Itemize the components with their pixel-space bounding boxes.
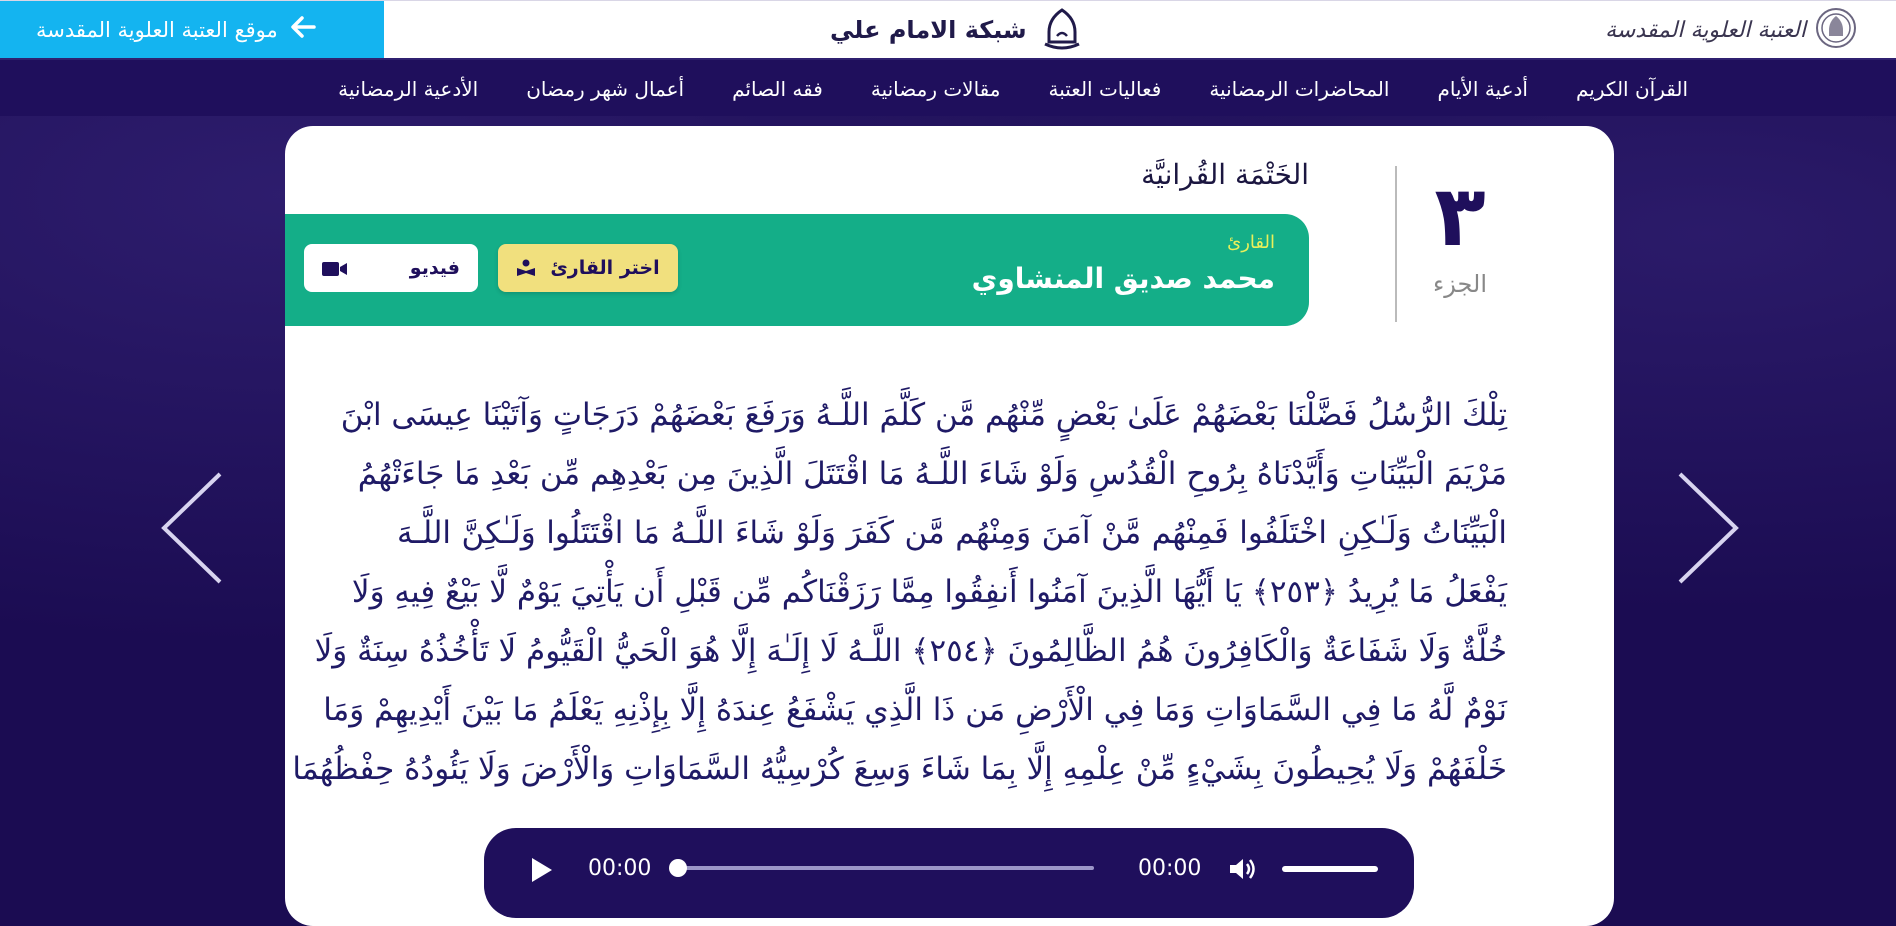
shrine-name: العتبة العلوية المقدسة: [1605, 17, 1806, 43]
nav-item-ramadan-lectures[interactable]: المحاضرات الرمضانية: [1209, 77, 1390, 101]
video-camera-icon: [322, 260, 348, 276]
progress-bar[interactable]: [678, 866, 1094, 870]
quran-card: [285, 126, 1614, 926]
reader-name: محمد صديق المنشاوي: [971, 262, 1275, 295]
verse-line: خُلَّةٌ وَلَا شَفَاعَةٌ وَالْكَافِرُونَ هُمُ الظَّالِمُونَ ﴿٢٥٤﴾ اللَّـهُ لَا إِلَـٰهَ إِلَّا هُوَ الْحَيُّ الْقَيُّومُ لَا تَأْخُذُهُ سِنَةٌ وَلَا: [314, 633, 1507, 669]
verse-line: مَرْيَمَ الْبَيِّنَاتِ وَأَيَّدْنَاهُ بِرُوحِ الْقُدُسِ وَلَوْ شَاءَ اللَّـهُ مَا اقْتَتَلَ الَّذِينَ مِن بَعْدِهِم مِّن بَعْدِ مَا جَاءَتْهُمُ: [357, 456, 1507, 492]
chevron-right-icon[interactable]: [1672, 470, 1742, 586]
nav-item-daily-supplications[interactable]: أدعية الأيام: [1437, 77, 1528, 101]
top-bar: [0, 0, 1896, 59]
nav-item-fasting-jurisprudence[interactable]: فقه الصائم: [732, 77, 823, 101]
network-logo[interactable]: [830, 7, 1085, 53]
network-name: شبكة الامام علي: [830, 16, 1027, 44]
volume-icon[interactable]: [1228, 856, 1258, 882]
book-icon: [516, 259, 536, 277]
nav-item-quran[interactable]: القرآن الكريم: [1575, 77, 1688, 101]
audio-player: [484, 828, 1414, 918]
choose-reader-label: اختر القارئ: [550, 257, 660, 279]
choose-reader-button[interactable]: [498, 244, 678, 292]
video-label: فيديو: [409, 257, 460, 279]
arrow-left-icon: [290, 15, 316, 45]
verse-line: خَلْفَهُمْ وَلَا يُحِيطُونَ بِشَيْءٍ مِّنْ عِلْمِهِ إِلَّا بِمَا شَاءَ وَسِعَ كُرْسِيُّهُ السَّمَاوَاتِ وَالْأَرْضَ وَلَا يَئُودُهُ حِفْظُهُمَا: [292, 751, 1507, 787]
nav-item-ramadan-supplications[interactable]: الأدعية الرمضانية: [338, 77, 479, 101]
dome-logo-icon: [1039, 6, 1085, 54]
total-time: 00:00: [1138, 856, 1202, 881]
shrine-site-link[interactable]: [0, 1, 384, 59]
shrine-logo[interactable]: [1605, 9, 1858, 51]
progress-handle[interactable]: [669, 859, 687, 877]
verse-line: يَفْعَلُ مَا يُرِيدُ ﴿٢٥٣﴾ يَا أَيُّهَا الَّذِينَ آمَنُوا أَنفِقُوا مِمَّا رَزَقْنَاكُم مِّن قَبْلِ أَن يَأْتِيَ يَوْمٌ لَّا بَيْعٌ فِيهِ وَلَا: [351, 574, 1507, 610]
verse-line: تِلْكَ الرُّسُلُ فَضَّلْنَا بَعْضَهُمْ عَلَىٰ بَعْضٍ مِّنْهُم مَّن كَلَّمَ اللَّـهُ وَرَفَعَ بَعْضَهُمْ دَرَجَاتٍ وَآتَيْنَا عِيسَى ابْنَ: [340, 397, 1507, 433]
current-time: 00:00: [588, 856, 652, 881]
nav-item-ramadan-articles[interactable]: مقالات رمضانية: [870, 77, 1001, 101]
juz-indicator: [1390, 166, 1530, 326]
shrine-emblem-icon: [1814, 6, 1858, 54]
site-link-label: موقع العتبة العلوية المقدسة: [36, 18, 278, 42]
video-button[interactable]: [304, 244, 478, 292]
reader-bar: [285, 214, 1309, 326]
juz-number: ٣: [1434, 167, 1486, 265]
main-nav: [0, 58, 1896, 118]
reader-label: القارئ: [1227, 232, 1275, 253]
juz-label: الجزء: [1433, 270, 1487, 298]
chevron-left-icon[interactable]: [158, 470, 228, 586]
nav-item-ramadan-deeds[interactable]: أعمال شهر رمضان: [526, 77, 685, 101]
section-title: الخَتْمَة القُرانيَّة: [1141, 158, 1309, 191]
nav-item-shrine-events[interactable]: فعاليات العتبة: [1048, 77, 1162, 101]
quran-verses: [292, 386, 1507, 799]
play-icon[interactable]: [530, 856, 554, 884]
verse-line: نَوْمٌ لَّهُ مَا فِي السَّمَاوَاتِ وَمَا فِي الْأَرْضِ مَن ذَا الَّذِي يَشْفَعُ عِندَهُ إِلَّا بِإِذْنِهِ يَعْلَمُ مَا بَيْنَ أَيْدِيهِمْ وَمَا: [323, 692, 1507, 728]
volume-slider[interactable]: [1282, 866, 1378, 872]
verse-line: الْبَيِّنَاتُ وَلَـٰكِنِ اخْتَلَفُوا فَمِنْهُم مَّنْ آمَنَ وَمِنْهُم مَّن كَفَرَ وَلَوْ شَاءَ اللَّـهُ مَا اقْتَتَلُوا وَلَـٰكِنَّ اللَّـهَ: [397, 515, 1507, 551]
